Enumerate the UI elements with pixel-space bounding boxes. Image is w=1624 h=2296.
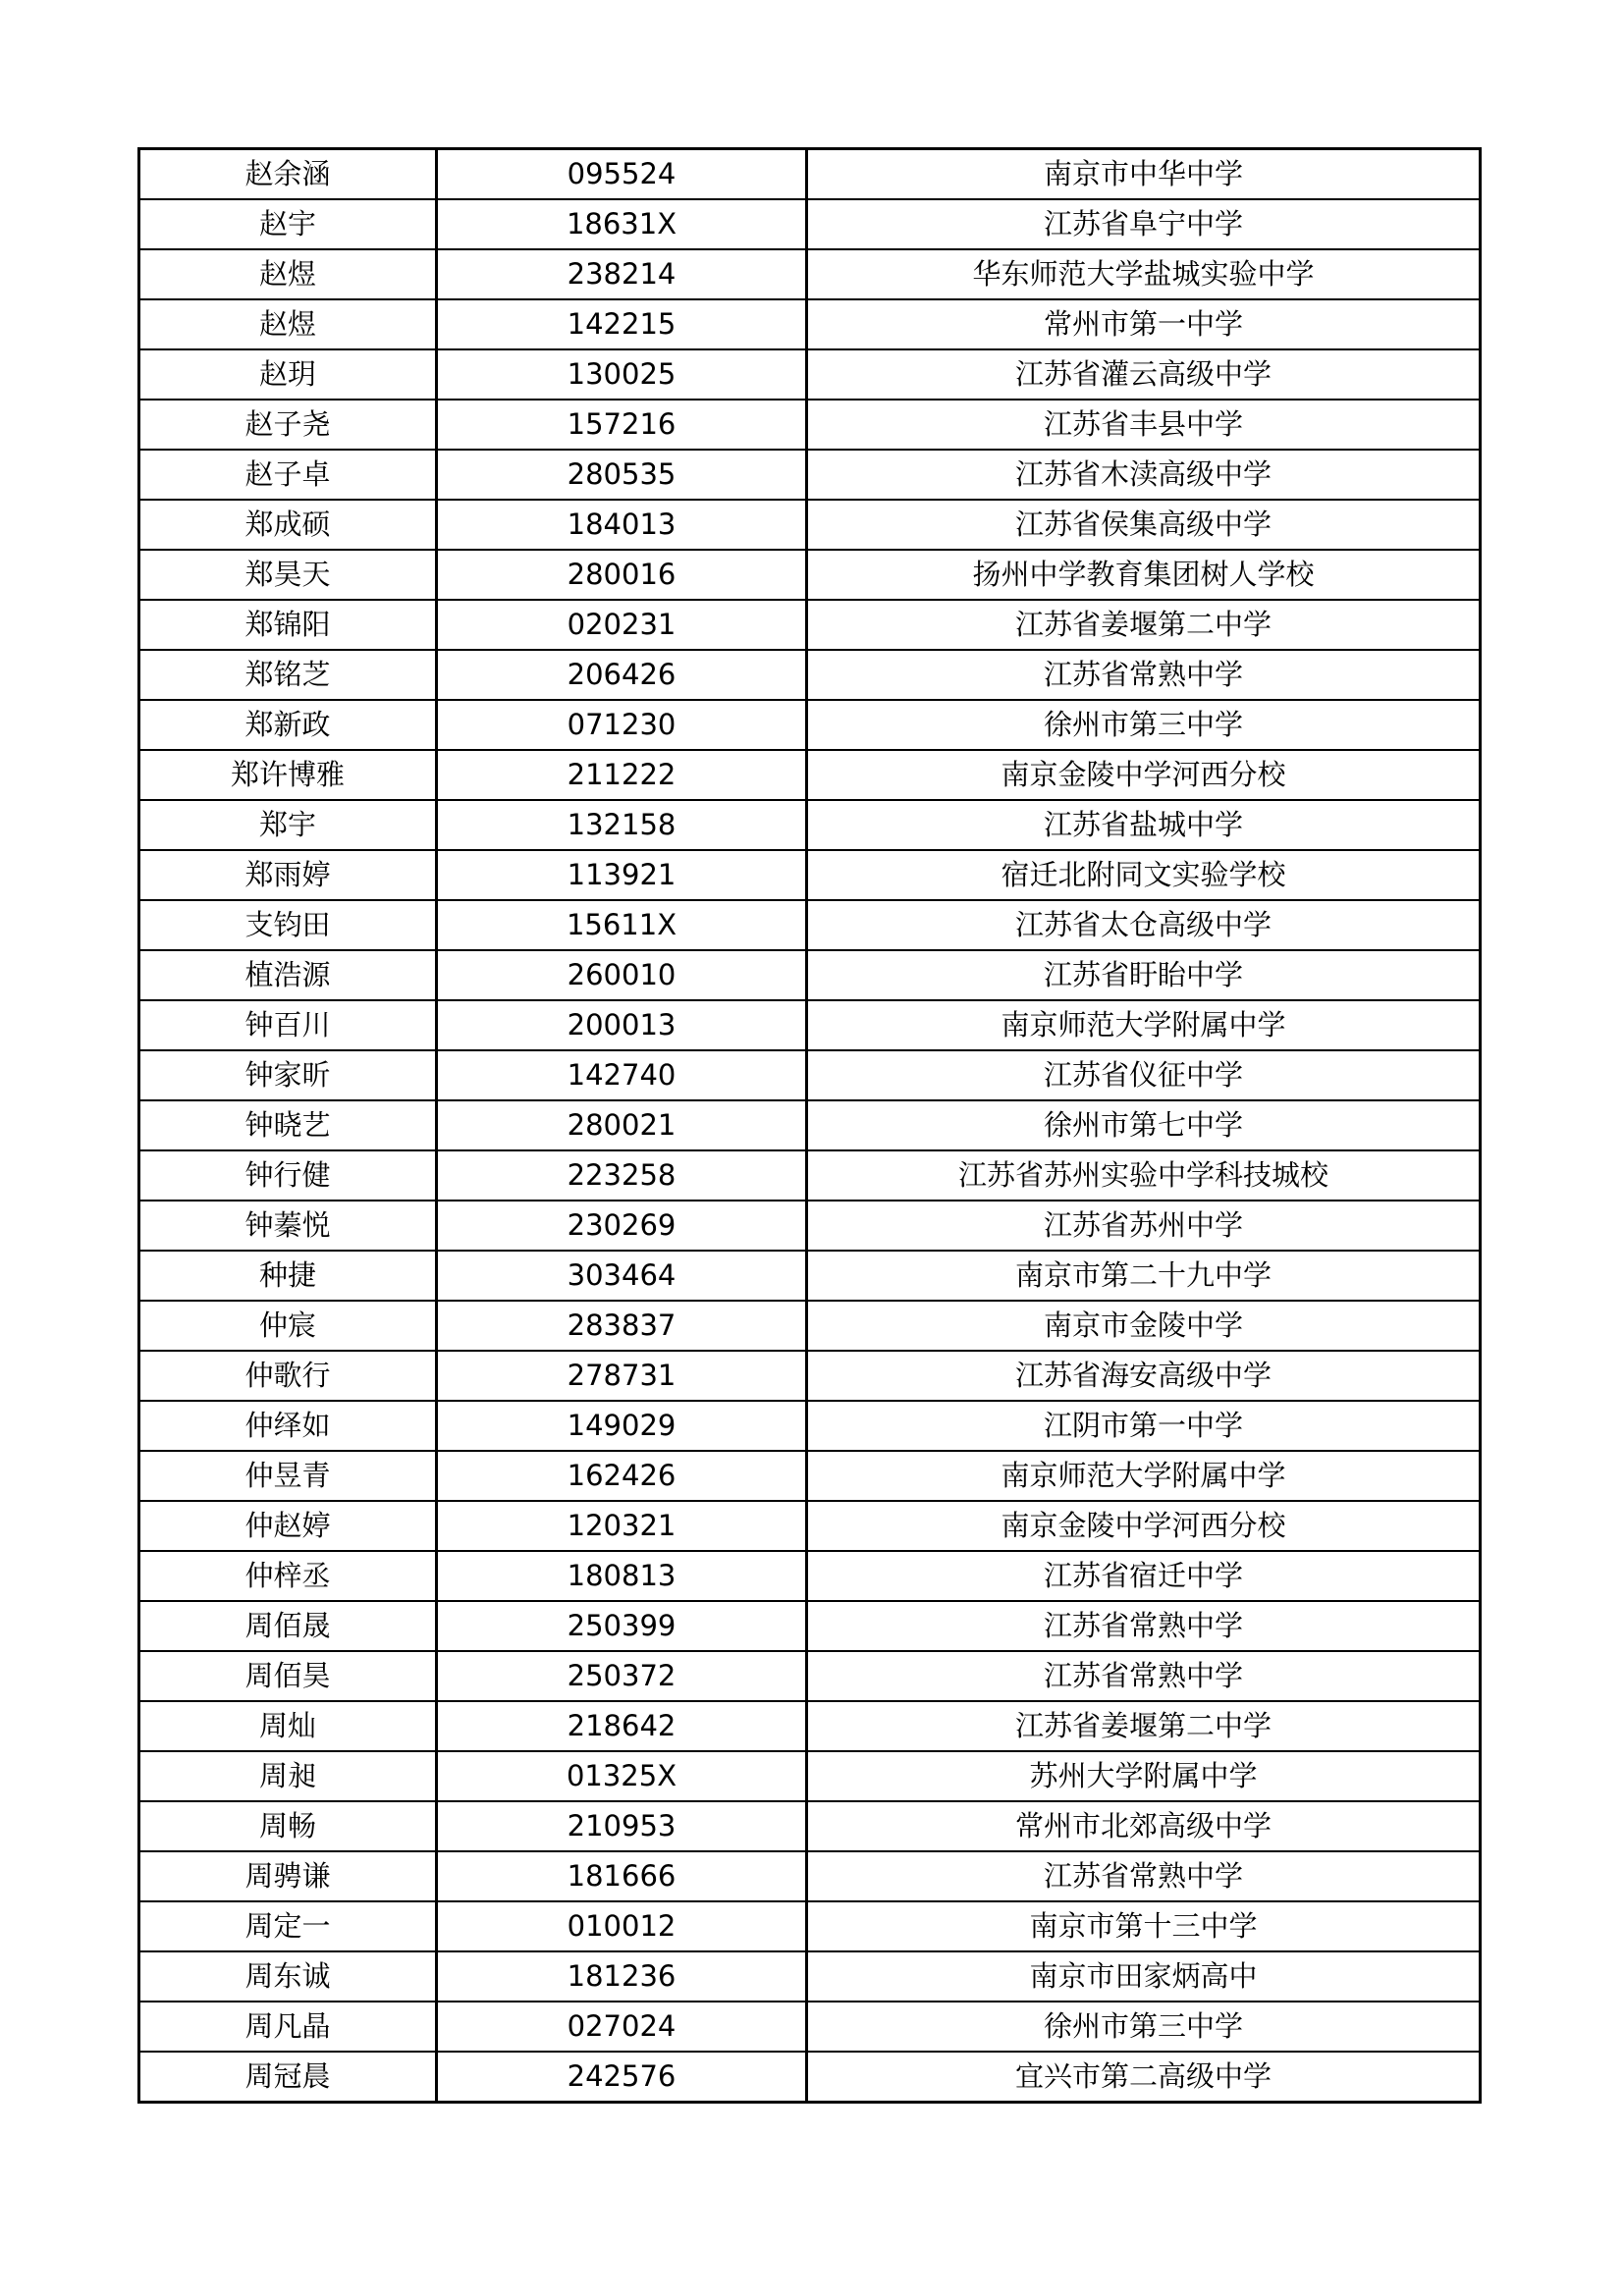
- student-id-cell: 303464: [437, 1251, 807, 1301]
- student-name-cell: 郑许博雅: [139, 750, 437, 800]
- student-name-cell: 仲赵婷: [139, 1501, 437, 1551]
- student-id-cell: 184013: [437, 500, 807, 550]
- student-name-cell: 郑宇: [139, 800, 437, 850]
- table-row: [139, 750, 1481, 800]
- student-name-cell: 仲歌行: [139, 1351, 437, 1401]
- table-row: [139, 1601, 1481, 1651]
- school-name-cell: 江苏省仪征中学: [807, 1050, 1481, 1100]
- student-name-cell: 赵玥: [139, 349, 437, 400]
- school-name-cell: 江苏省姜堰第二中学: [807, 1701, 1481, 1751]
- school-name-cell: 扬州中学教育集团树人学校: [807, 550, 1481, 600]
- school-name-cell: 徐州市第七中学: [807, 1100, 1481, 1150]
- student-name-cell: 赵子卓: [139, 450, 437, 500]
- student-id-cell: 149029: [437, 1401, 807, 1451]
- student-name-cell: 周东诚: [139, 1951, 437, 2002]
- student-name-cell: 周昶: [139, 1751, 437, 1801]
- student-name-cell: 植浩源: [139, 950, 437, 1000]
- student-id-cell: 071230: [437, 700, 807, 750]
- school-name-cell: 南京市第二十九中学: [807, 1251, 1481, 1301]
- student-id-cell: 223258: [437, 1150, 807, 1201]
- table-row: [139, 400, 1481, 450]
- roster-table-body: [139, 149, 1481, 2103]
- student-id-cell: 200013: [437, 1000, 807, 1050]
- school-name-cell: 南京市田家炳高中: [807, 1951, 1481, 2002]
- school-name-cell: 宜兴市第二高级中学: [807, 2052, 1481, 2103]
- table-row: [139, 1000, 1481, 1050]
- school-name-cell: 宿迁北附同文实验学校: [807, 850, 1481, 900]
- student-id-cell: 010012: [437, 1901, 807, 1951]
- school-name-cell: 江苏省宿迁中学: [807, 1551, 1481, 1601]
- school-name-cell: 苏州大学附属中学: [807, 1751, 1481, 1801]
- student-id-cell: 280016: [437, 550, 807, 600]
- student-name-cell: 钟行健: [139, 1150, 437, 1201]
- student-name-cell: 仲昱青: [139, 1451, 437, 1501]
- student-id-cell: 250372: [437, 1651, 807, 1701]
- table-row: [139, 1651, 1481, 1701]
- school-name-cell: 南京金陵中学河西分校: [807, 750, 1481, 800]
- school-name-cell: 江苏省盐城中学: [807, 800, 1481, 850]
- table-row: [139, 900, 1481, 950]
- student-name-cell: 钟家昕: [139, 1050, 437, 1100]
- school-name-cell: 南京市金陵中学: [807, 1301, 1481, 1351]
- student-name-cell: 郑铭芝: [139, 650, 437, 700]
- student-id-cell: 027024: [437, 2002, 807, 2052]
- school-name-cell: 江苏省太仓高级中学: [807, 900, 1481, 950]
- student-name-cell: 支钧田: [139, 900, 437, 950]
- table-row: [139, 1351, 1481, 1401]
- table-row: [139, 149, 1481, 200]
- table-row: [139, 550, 1481, 600]
- student-name-cell: 周骋谦: [139, 1851, 437, 1901]
- table-row: [139, 2002, 1481, 2052]
- table-row: [139, 1401, 1481, 1451]
- table-row: [139, 1701, 1481, 1751]
- table-row: [139, 1751, 1481, 1801]
- school-name-cell: 江苏省盱眙中学: [807, 950, 1481, 1000]
- student-id-cell: 18631X: [437, 199, 807, 249]
- table-row: [139, 700, 1481, 750]
- student-id-cell: 157216: [437, 400, 807, 450]
- table-row: [139, 299, 1481, 349]
- student-name-cell: 周灿: [139, 1701, 437, 1751]
- student-id-cell: 181236: [437, 1951, 807, 2002]
- school-name-cell: 江苏省常熟中学: [807, 1851, 1481, 1901]
- student-id-cell: 278731: [437, 1351, 807, 1401]
- school-name-cell: 华东师范大学盐城实验中学: [807, 249, 1481, 299]
- table-row: [139, 1301, 1481, 1351]
- school-name-cell: 江苏省侯集高级中学: [807, 500, 1481, 550]
- school-name-cell: 江苏省阜宁中学: [807, 199, 1481, 249]
- roster-table: [137, 147, 1482, 2104]
- table-row: [139, 199, 1481, 249]
- student-name-cell: 赵煜: [139, 249, 437, 299]
- table-row: [139, 1851, 1481, 1901]
- student-name-cell: 周冠晨: [139, 2052, 437, 2103]
- student-id-cell: 142215: [437, 299, 807, 349]
- table-row: [139, 1501, 1481, 1551]
- student-name-cell: 郑新政: [139, 700, 437, 750]
- student-name-cell: 周佰晟: [139, 1601, 437, 1651]
- school-name-cell: 江阴市第一中学: [807, 1401, 1481, 1451]
- table-row: [139, 1150, 1481, 1201]
- student-id-cell: 206426: [437, 650, 807, 700]
- school-name-cell: 南京市第十三中学: [807, 1901, 1481, 1951]
- table-row: [139, 249, 1481, 299]
- table-row: [139, 2052, 1481, 2103]
- student-id-cell: 130025: [437, 349, 807, 400]
- table-row: [139, 800, 1481, 850]
- student-name-cell: 赵余涵: [139, 149, 437, 200]
- school-name-cell: 江苏省木渎高级中学: [807, 450, 1481, 500]
- school-name-cell: 江苏省常熟中学: [807, 1601, 1481, 1651]
- student-name-cell: 周定一: [139, 1901, 437, 1951]
- student-name-cell: 赵宇: [139, 199, 437, 249]
- student-id-cell: 120321: [437, 1501, 807, 1551]
- table-row: [139, 1951, 1481, 2002]
- school-name-cell: 常州市北郊高级中学: [807, 1801, 1481, 1851]
- student-id-cell: 260010: [437, 950, 807, 1000]
- table-row: [139, 450, 1481, 500]
- student-id-cell: 181666: [437, 1851, 807, 1901]
- school-name-cell: 江苏省苏州中学: [807, 1201, 1481, 1251]
- student-name-cell: 钟百川: [139, 1000, 437, 1050]
- student-id-cell: 095524: [437, 149, 807, 200]
- table-row: [139, 349, 1481, 400]
- student-id-cell: 238214: [437, 249, 807, 299]
- school-name-cell: 江苏省苏州实验中学科技城校: [807, 1150, 1481, 1201]
- school-name-cell: 南京市中华中学: [807, 149, 1481, 200]
- student-name-cell: 仲绎如: [139, 1401, 437, 1451]
- student-name-cell: 种捷: [139, 1251, 437, 1301]
- school-name-cell: 徐州市第三中学: [807, 2002, 1481, 2052]
- table-row: [139, 500, 1481, 550]
- table-row: [139, 1801, 1481, 1851]
- student-name-cell: 周佰昊: [139, 1651, 437, 1701]
- table-row: [139, 1201, 1481, 1251]
- student-id-cell: 242576: [437, 2052, 807, 2103]
- school-name-cell: 江苏省姜堰第二中学: [807, 600, 1481, 650]
- student-id-cell: 280021: [437, 1100, 807, 1150]
- table-row: [139, 1901, 1481, 1951]
- student-name-cell: 赵煜: [139, 299, 437, 349]
- student-name-cell: 仲梓丞: [139, 1551, 437, 1601]
- school-name-cell: 南京师范大学附属中学: [807, 1451, 1481, 1501]
- table-row: [139, 600, 1481, 650]
- student-name-cell: 钟蓁悦: [139, 1201, 437, 1251]
- student-id-cell: 15611X: [437, 900, 807, 950]
- table-row: [139, 850, 1481, 900]
- student-id-cell: 280535: [437, 450, 807, 500]
- student-name-cell: 郑锦阳: [139, 600, 437, 650]
- student-id-cell: 162426: [437, 1451, 807, 1501]
- student-id-cell: 210953: [437, 1801, 807, 1851]
- student-id-cell: 020231: [437, 600, 807, 650]
- table-row: [139, 1050, 1481, 1100]
- student-name-cell: 周畅: [139, 1801, 437, 1851]
- student-name-cell: 郑雨婷: [139, 850, 437, 900]
- school-name-cell: 南京金陵中学河西分校: [807, 1501, 1481, 1551]
- table-row: [139, 1551, 1481, 1601]
- student-id-cell: 230269: [437, 1201, 807, 1251]
- table-row: [139, 950, 1481, 1000]
- student-id-cell: 142740: [437, 1050, 807, 1100]
- school-name-cell: 徐州市第三中学: [807, 700, 1481, 750]
- student-name-cell: 郑成硕: [139, 500, 437, 550]
- student-id-cell: 113921: [437, 850, 807, 900]
- table-row: [139, 1100, 1481, 1150]
- student-id-cell: 211222: [437, 750, 807, 800]
- student-id-cell: 250399: [437, 1601, 807, 1651]
- school-name-cell: 江苏省常熟中学: [807, 1651, 1481, 1701]
- table-row: [139, 1251, 1481, 1301]
- student-id-cell: 132158: [437, 800, 807, 850]
- table-row: [139, 650, 1481, 700]
- student-id-cell: 283837: [437, 1301, 807, 1351]
- school-name-cell: 南京师范大学附属中学: [807, 1000, 1481, 1050]
- student-id-cell: 218642: [437, 1701, 807, 1751]
- school-name-cell: 江苏省灌云高级中学: [807, 349, 1481, 400]
- school-name-cell: 江苏省海安高级中学: [807, 1351, 1481, 1401]
- student-name-cell: 周凡晶: [139, 2002, 437, 2052]
- school-name-cell: 常州市第一中学: [807, 299, 1481, 349]
- school-name-cell: 江苏省丰县中学: [807, 400, 1481, 450]
- student-id-cell: 01325X: [437, 1751, 807, 1801]
- student-name-cell: 钟晓艺: [139, 1100, 437, 1150]
- student-id-cell: 180813: [437, 1551, 807, 1601]
- school-name-cell: 江苏省常熟中学: [807, 650, 1481, 700]
- student-name-cell: 赵子尧: [139, 400, 437, 450]
- table-row: [139, 1451, 1481, 1501]
- student-name-cell: 郑昊天: [139, 550, 437, 600]
- student-name-cell: 仲宸: [139, 1301, 437, 1351]
